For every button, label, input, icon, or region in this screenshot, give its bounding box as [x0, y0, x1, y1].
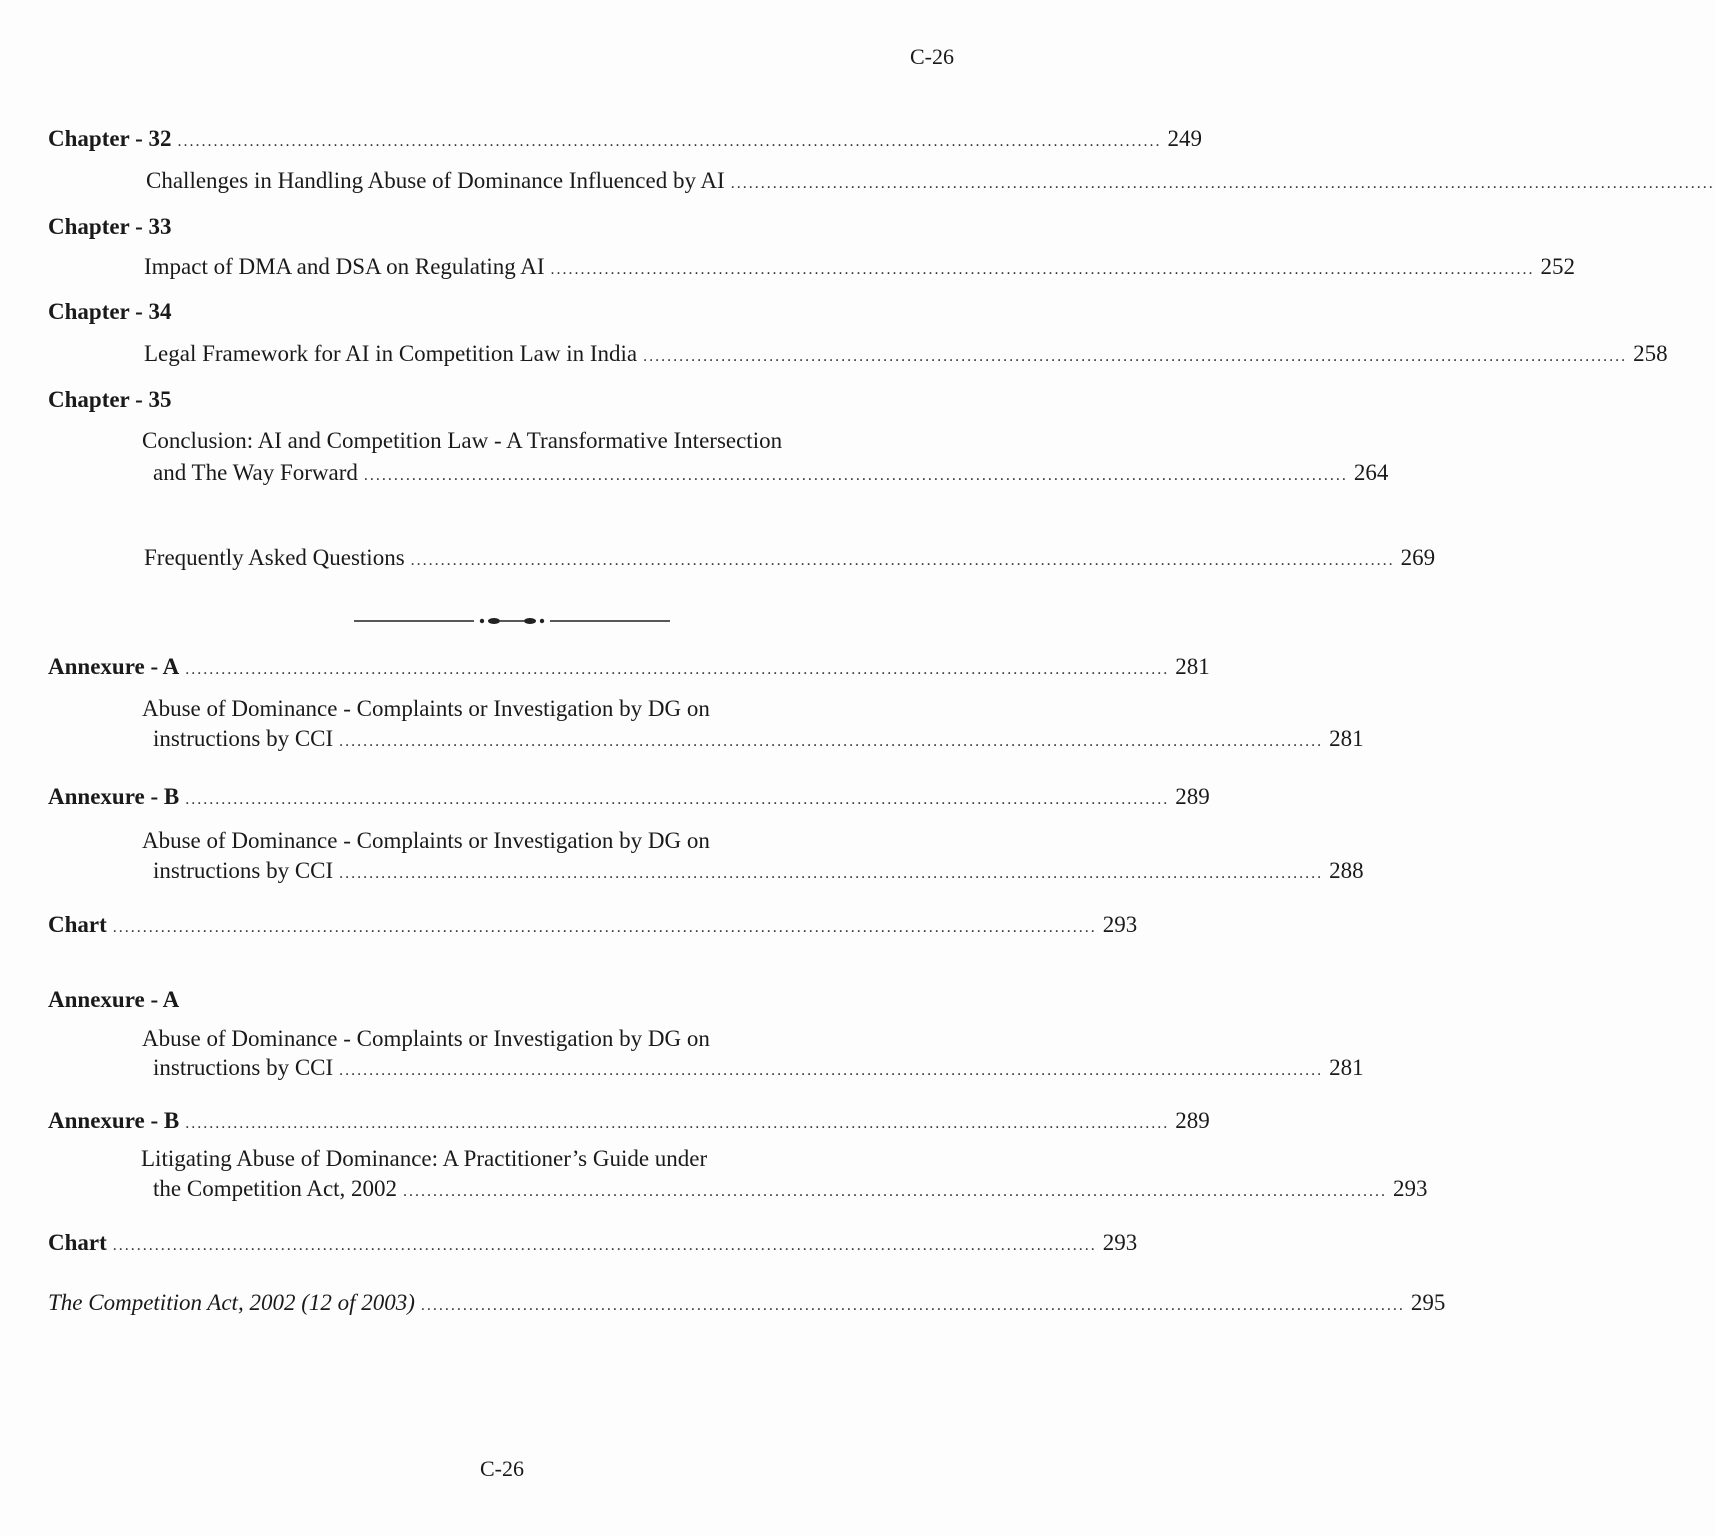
toc-label: Frequently Asked Questions — [144, 545, 405, 570]
dot-leader: .................................................................................................................................................................... — [112, 919, 1097, 936]
toc-label: Annexure - B — [48, 1108, 180, 1133]
toc-page: 295 — [1410, 1290, 1446, 1315]
toc-label: and The Way Forward — [153, 460, 358, 485]
dot-leader: .................................................................................................................................................................... — [112, 1237, 1097, 1254]
dot-leader: .................................................................................................................................................................... — [403, 1183, 1388, 1200]
dot-leader: .................................................................................................................................................................... — [177, 133, 1162, 150]
toc-label: Impact of DMA and DSA on Regulating AI — [144, 254, 545, 279]
toc-entry-chapter-33-title[interactable] — [144, 254, 1576, 280]
toc-page: 289 — [1175, 1108, 1210, 1133]
toc-entry-chapter-32[interactable] — [48, 126, 1203, 152]
toc-entry-annexure-a2-title-line2[interactable] — [153, 1055, 1364, 1081]
dot-leader: .................................................................................................................................................................... — [363, 467, 1348, 484]
toc-heading-chapter-34: Chapter - 34 — [48, 299, 172, 324]
toc-entry-chapter-35-title-line2[interactable] — [153, 460, 1389, 486]
toc-label: Annexure - A — [48, 654, 180, 679]
toc-page: 289 — [1175, 784, 1210, 809]
toc-page: 252 — [1540, 254, 1576, 279]
toc-entry-annexure-b-title-line1[interactable]: Abuse of Dominance - Complaints or Investigation by DG on — [142, 828, 710, 853]
toc-page: 293 — [1102, 912, 1138, 937]
toc-entry-annexure-b-title-line2[interactable] — [153, 858, 1364, 884]
toc-page: 258 — [1633, 341, 1668, 366]
dot-leader: .................................................................................................................................................................... — [643, 348, 1628, 365]
toc-entry-chapter-34-title[interactable] — [144, 341, 1668, 367]
toc-page: 281 — [1175, 654, 1210, 679]
page-number-footer: C-26 — [480, 1456, 524, 1481]
toc-entry-annexure-b2-title-line1[interactable]: Litigating Abuse of Dominance: A Practitioner’s Guide under — [141, 1146, 708, 1171]
toc-label: instructions by CCI — [153, 726, 334, 751]
toc-label: Annexure - B — [48, 784, 180, 809]
dot-leader: .................................................................................................................................................................... — [420, 1297, 1405, 1314]
toc-entry-annexure-b2-title-line2[interactable] — [153, 1176, 1428, 1202]
toc-heading-chapter-35: Chapter - 35 — [48, 387, 172, 412]
toc-entry-annexure-b2[interactable] — [48, 1108, 1210, 1134]
toc-page: 269 — [1400, 545, 1436, 570]
dot-leader: .................................................................................................................................................................... — [339, 865, 1324, 882]
toc-page: 288 — [1329, 858, 1364, 883]
toc-entry-competition-act[interactable] — [48, 1290, 1446, 1316]
page-number-header: C-26 — [910, 44, 954, 69]
toc-entry-chapter-32-title[interactable] — [146, 168, 1715, 194]
toc-entry-faq[interactable] — [144, 545, 1436, 571]
toc-label: Chapter - 32 — [48, 126, 172, 151]
ornament-divider — [354, 612, 670, 630]
toc-page: 293 — [1102, 1230, 1138, 1255]
toc-page: 281 — [1329, 1055, 1364, 1080]
toc-page: 264 — [1353, 460, 1389, 485]
toc-page: 249 — [1167, 126, 1203, 151]
dot-leader: .................................................................................................................................................................... — [550, 261, 1535, 278]
dot-leader: .................................................................................................................................................................... — [339, 1062, 1324, 1079]
toc-entry-chapter-35-title-line1[interactable]: Conclusion: AI and Competition Law - A Transformative Intersection — [142, 428, 783, 453]
toc-entry-annexure-a-title-line2[interactable] — [153, 726, 1364, 752]
dot-leader: .................................................................................................................................................................... — [339, 733, 1324, 750]
toc-label: the Competition Act, 2002 — [153, 1176, 398, 1201]
toc-label: Legal Framework for AI in Competition Law in India — [144, 341, 638, 366]
toc-heading-chapter-33: Chapter - 33 — [48, 214, 172, 239]
toc-label: Chart — [48, 912, 107, 937]
toc-entry-chart-2[interactable] — [48, 1230, 1138, 1256]
toc-page: 281 — [1329, 726, 1364, 751]
toc-entry-annexure-a-title-line1[interactable]: Abuse of Dominance - Complaints or Investigation by DG on — [142, 696, 710, 721]
toc-heading-annexure-a: Annexure - A — [48, 987, 180, 1012]
toc-label: instructions by CCI — [153, 858, 334, 883]
dot-leader: .................................................................................................................................................................... — [185, 1115, 1170, 1132]
dot-leader: .................................................................................................................................................................... — [410, 552, 1395, 569]
toc-entry-annexure-a[interactable] — [48, 654, 1210, 680]
dot-leader: .................................................................................................................................................................... — [185, 791, 1170, 808]
dot-leader: .................................................................................................................................................................... — [185, 661, 1170, 678]
toc-label: instructions by CCI — [153, 1055, 334, 1080]
toc-entry-annexure-a2-title-line1[interactable]: Abuse of Dominance - Complaints or Investigation by DG on — [142, 1026, 710, 1051]
toc-label: Challenges in Handling Abuse of Dominance Influenced by AI — [146, 168, 725, 193]
toc-page: 293 — [1393, 1176, 1428, 1201]
toc-entry-annexure-b[interactable] — [48, 784, 1210, 810]
toc-label: Chart — [48, 1230, 107, 1255]
toc-entry-chart[interactable] — [48, 912, 1138, 938]
toc-label: The Competition Act, 2002 (12 of 2003) — [48, 1290, 415, 1315]
dot-leader: .................................................................................................................................................................... — [730, 175, 1715, 192]
